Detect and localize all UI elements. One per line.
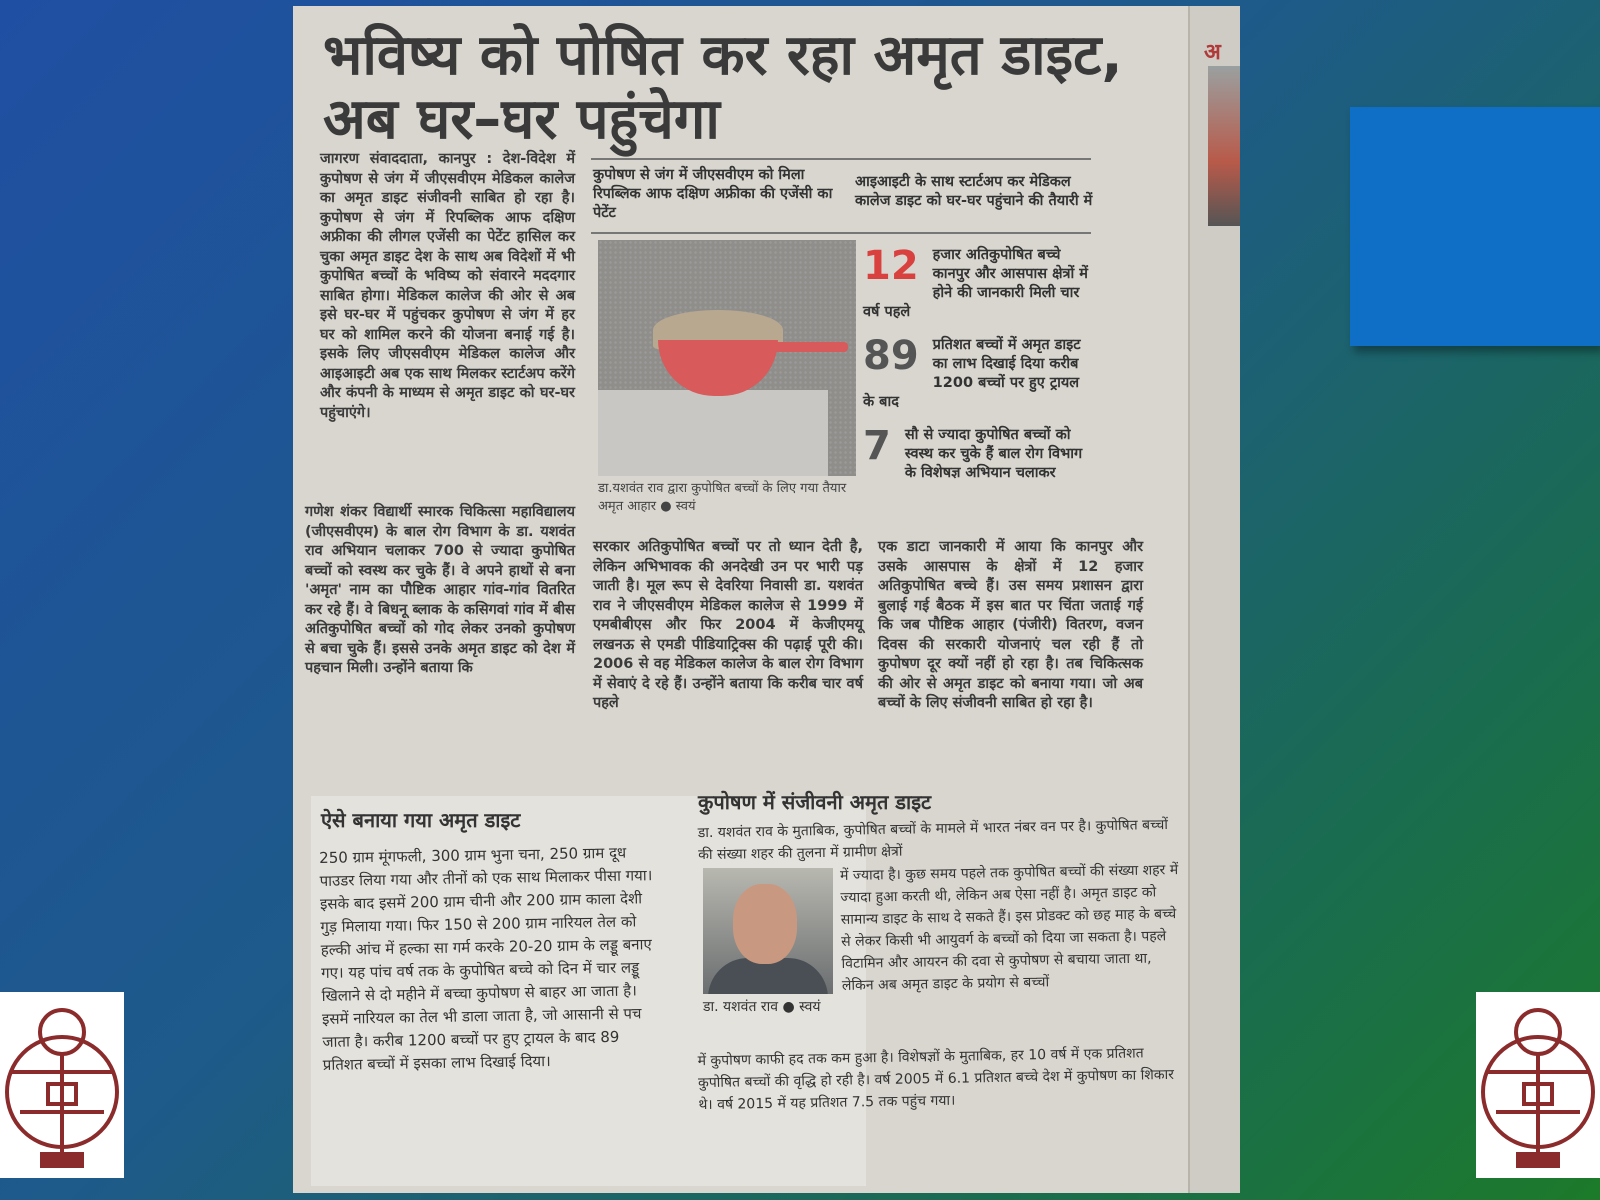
side-text-top: डा. यशवंत राव के मुताबिक, कुपोषित बच्चों के मामले में भारत नंबर वन पर है। कुपोषित बच्चों की संख्या शहर की तुलना में ग्रामीण क्षेत्रों: [697, 816, 1169, 864]
bullet-startup: आइआइटी के साथ स्टार्टअप कर मेडिकल कालेज डाइट को घर-घर पहुंचाने की तैयारी में: [855, 174, 1093, 209]
side-heading: कुपोषण में संजीवनी अमृत डाइट: [698, 790, 932, 814]
bullet-patent: कुपोषण से जंग में जीएसवीएम को मिला रिपब्लिक आफ दक्षिण अफ्रीका की एजेंसी का पेटेंट: [593, 167, 833, 221]
stat-number: 7: [863, 423, 891, 469]
divider: [591, 158, 1091, 160]
column-2-text: सरकार अतिकुपोषित बच्चों पर तो ध्यान देती है, लेकिन अभिभावक की अनदेखी उन पर भारी पड़ जाती है। मूल रूप से देवरिया निवासी डा. यशवंत राव ने जीएसवीएम मेडिकल कालेज से 1999 में एमबीबीएस और फिर 2004 में केजीएमयू लखनऊ से एमडी पीडियाट्रिक्स की पढ़ाई पूरी की। 2006 से वह मेडिकल कालेज के बाल रोग विभाग में सेवाएं दे रहे हैं। उन्होंने बताया कि करीब चार वर्ष पहले: [593, 539, 863, 711]
stat-text: सौ से ज्यादा कुपोषित बच्चों को स्वस्थ कर चुके हैं बाल रोग विभाग के विशेषज्ञ अभियान चलाकर: [904, 427, 1083, 481]
newspaper-clipping: [293, 6, 1240, 1193]
divider: [591, 232, 1091, 234]
column-3-text: एक डाटा जानकारी में आया कि कानपुर और उसके आसपास के क्षेत्रों में 12 हजार अतिकुपोषित बच्चे हैं। उस समय प्रशासन द्वारा बुलाई गई बैठक में इस बात पर चिंता जताई गई कि जब पौष्टिक आहार (पंजीरी) वितरण, वजन दिवस की सरकारी योजनाएं चल रही हैं तो कुपोषण दूर क्यों नहीं हो रहा है। तब चिकित्सक की ओर से अमृत डाइट को बनाया गया। जो अब बच्चों के लिए संजीवनी साबित हो रहा है।: [878, 539, 1143, 711]
stat-number: 12: [863, 243, 919, 289]
university-logo-right: [1476, 992, 1600, 1178]
adjacent-article-edge: [1188, 6, 1240, 1193]
photo-caption: डा.यशवंत राव द्वारा कुपोषित बच्चों के लिए गया तैयार अमृत आहार ● स्वयं: [598, 481, 847, 514]
column-1-text: गणेश शंकर विद्यार्थी स्मारक चिकित्सा महाविद्यालय (जीएसवीएम) के बाल रोग विभाग के डा. यशवंत राव अभियान चलाकर 700 से ज्यादा कुपोषित बच्चों को स्वस्थ कर चुके हैं। वे अपने हाथों से बना 'अमृत' नाम का पौष्टिक आहार गांव-गांव वितरित कर रहे हैं। वे बिधनू ब्लाक के कसिगवां गांव में बीस अतिकुपोषित बच्चों को गोद लेकर उनको कुपोषण से बचा चुके हैं। इससे उनके अमृत डाइट को देश में पहचान मिली। उन्होंने बताया कि: [305, 504, 575, 676]
adjacent-photo: [1208, 66, 1240, 226]
decorative-blue-panel: [1350, 107, 1600, 346]
university-logo-left: [0, 992, 124, 1178]
side-text-bottom: में कुपोषण काफी हद तक कम हुआ है। विशेषज्ञों के मुताबिक, हर 10 वर्ष में एक प्रतिशत कुपोषित बच्चों की वृद्धि हो रही है। वर्ष 2005 में 6.1 प्रतिशत बच्चे देश में कुपोषण का शिकार थे। वर्ष 2015 में यह प्रतिशत 7.5 तक पहुंच गया।: [697, 1045, 1175, 1114]
doctor-caption: डा. यशवंत राव ● स्वयं: [703, 999, 821, 1015]
intro-paragraph: जागरण संवाददाता, कानपुर : देश-विदेश में कुपोषण से जंग में जीएसवीएम मेडिकल कालेज का अमृत डाइट संजीवनी साबित हो रहा है। कुपोषण से जंग में रिपब्लिक आफ दक्षिण अफ्रीका की लीगल एजेंसी का पेटेंट हासिल कर चुका अमृत डाइट देश के साथ अब विदेशों में भी कुपोषित बच्चों के भविष्य को संवारने मददगार साबित होगा। मेडिकल कालेज की ओर से अब इसे घर-घर में पहुंचकर कुपोषण से जंग में हर घर को शामिल करने की योजना बनाई गई है। इसके लिए जीएसवीएम मेडिकल कालेज और आइआइटी अब एक साथ मिलकर स्टार्टअप करेंगे और कंपनी के माध्यम से अमृत डाइट को घर-घर पहुंचाएंगे।: [320, 151, 575, 421]
adjacent-headline-fragment: अ: [1204, 40, 1221, 65]
stat-12: [863, 243, 1093, 322]
recipe-heading: ऐसे बनाया गया अमृत डाइट: [321, 808, 521, 832]
side-text-wrap: में ज्यादा है। कुछ समय पहले तक कुपोषित बच्चों की संख्या शहर में ज्यादा हुआ करती थी, लेकिन अब ऐसा नहीं है। अमृत डाइट को सामान्य डाइट के साथ दे सकते हैं। इस प्रोडक्ट को छह माह के बच्चे से लेकर किसी भी आयुवर्ग के बच्चों को दिया जा सकता है। पहले विटामिन और आयरन की दवा से कुपोषण से बचाया जाता था, लेकिन अब अमृत डाइट के प्रयोग से बच्चों: [839, 862, 1179, 994]
headline: भविष्य को पोषित कर रहा अमृत डाइट, अब घर–घर पहुंचेगा: [323, 23, 1123, 152]
recipe-text: 250 ग्राम मूंगफली, 300 ग्राम भुना चना, 250 ग्राम दूध पाउडर लिया गया और तीनों को एक साथ मिलाकर पीसा गया। इसके बाद इसमें 200 ग्राम चीनी और 200 ग्राम काला देशी गुड़ मिलाया गया। फिर 150 से 200 ग्राम नारियल तेल को हल्की आंच में हल्का सा गर्म करके 20-20 ग्राम के लड्डू बनाए गए। यह पांच वर्ष तक के कुपोषित बच्चे को दिन में चार लड्डू खिलाने से दो महीने में बच्चा कुपोषण से बाहर आ जाता है। इसमें नारियल का तेल भी डाला जाता है, जो आसानी से पच जाता है। करीब 1200 बच्चों पर हुए ट्रायल के बाद 89 प्रतिशत बच्चों में इसका लाभ दिखाई दिया।: [319, 843, 653, 1074]
stat-89: [863, 333, 1093, 412]
doctor-photo: [703, 868, 833, 994]
stat-7: [863, 423, 1093, 483]
amrit-diet-photo: [598, 240, 856, 476]
stat-number: 89: [863, 333, 919, 379]
stat-text: हजार अतिकुपोषित बच्चे कानपुर और आसपास क्षेत्रों में होने की जानकारी मिली चार वर्ष पहले: [863, 247, 1088, 320]
stat-text: प्रतिशत बच्चों में अमृत डाइट का लाभ दिखाई दिया करीब 1200 बच्चों पर हुए ट्रायल के बाद: [863, 337, 1081, 410]
